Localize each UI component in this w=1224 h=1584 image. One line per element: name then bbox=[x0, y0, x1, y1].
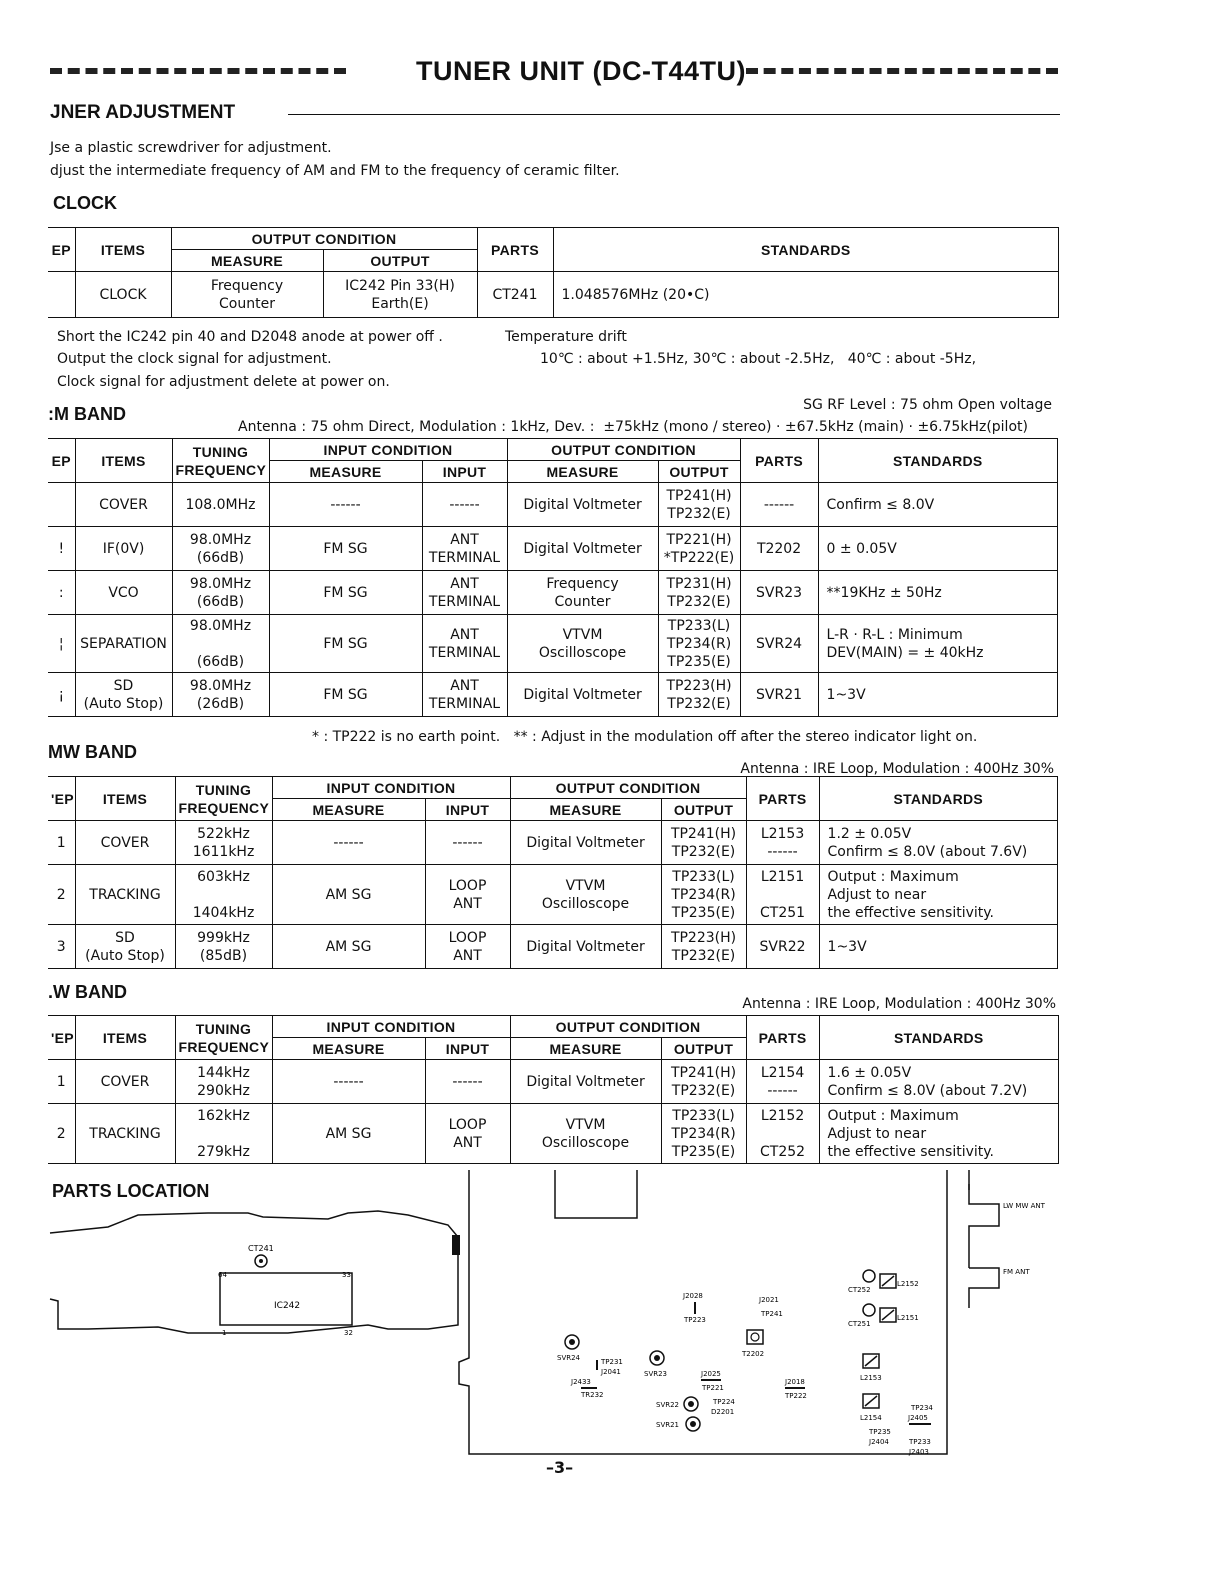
fm-cell-items: COVER bbox=[75, 483, 172, 527]
fm-cell-standards: 1~3V bbox=[818, 673, 1057, 717]
lw-header-parts: PARTS bbox=[746, 1016, 819, 1060]
fm-cell-standards: Confirm ≤ 8.0V bbox=[818, 483, 1057, 527]
fm-cell-output: TP231(H) TP232(E) bbox=[658, 571, 740, 615]
clock-header-output-condition: OUTPUT CONDITION bbox=[171, 228, 477, 250]
mw-cell-output: TP241(H) TP232(E) bbox=[661, 821, 746, 865]
lw-cell-step: 2 bbox=[48, 1104, 75, 1164]
mw-cell-step: 1 bbox=[48, 821, 75, 865]
fm-cell-output: TP221(H) *TP222(E) bbox=[658, 527, 740, 571]
ct252-label: CT252 bbox=[848, 1286, 871, 1294]
fm-header-in-input: INPUT bbox=[422, 461, 507, 483]
l2151-label: L2151 bbox=[897, 1314, 919, 1322]
mw-header-tuning: TUNING FREQUENCY bbox=[175, 777, 272, 821]
mw-cell-in-measure: ------ bbox=[272, 821, 425, 865]
table-row bbox=[48, 925, 1058, 969]
lw-header-standards: STANDARDS bbox=[819, 1016, 1058, 1060]
mw-header-output: OUTPUT bbox=[661, 799, 746, 821]
svr24-label: SVR24 bbox=[557, 1354, 581, 1362]
mw-header-output-condition: OUTPUT CONDITION bbox=[510, 777, 746, 799]
fm-cell-output: TP241(H) TP232(E) bbox=[658, 483, 740, 527]
table-row bbox=[48, 483, 1058, 527]
clock-header-items: ITEMS bbox=[75, 228, 171, 272]
lw-cell-freq: 162kHz 279kHz bbox=[175, 1104, 272, 1164]
clock-note-1: Short the IC242 pin 40 and D2048 anode at power off . bbox=[57, 329, 443, 345]
table-row bbox=[48, 527, 1058, 571]
table-row bbox=[48, 571, 1058, 615]
fm-header-items: ITEMS bbox=[75, 439, 172, 483]
fm-header-output: OUTPUT bbox=[658, 461, 740, 483]
l2154-coil-slot bbox=[865, 1396, 877, 1406]
lw-cell-in-measure: AM SG bbox=[272, 1104, 425, 1164]
fm-table bbox=[48, 438, 1058, 717]
t2202-core bbox=[751, 1333, 759, 1341]
mw-cell-items: SD (Auto Stop) bbox=[75, 925, 175, 969]
fm-cell-step: : bbox=[48, 571, 75, 615]
fm-cell-standards: 0 ± 0.05V bbox=[818, 527, 1057, 571]
j2404-label: J2404 bbox=[869, 1438, 889, 1446]
fm-cell-parts: T2202 bbox=[740, 527, 818, 571]
svr22-label: SVR22 bbox=[656, 1401, 680, 1409]
mw-cell-standards: 1.2 ± 0.05V Confirm ≤ 8.0V (about 7.6V) bbox=[819, 821, 1057, 865]
fm-ant-label: FM ANT bbox=[1003, 1268, 1030, 1276]
title-divider-right bbox=[746, 68, 1058, 74]
fm-cell-items: SD (Auto Stop) bbox=[75, 673, 172, 717]
fm-cell-standards: L-R · R-L : Minimum DEV(MAIN) = ± 40kHz bbox=[818, 615, 1057, 673]
fm-cell-in-input: ANT TERMINAL bbox=[422, 571, 507, 615]
lw-header-tuning: TUNING FREQUENCY bbox=[175, 1016, 272, 1060]
svr21-trimmer-center bbox=[690, 1421, 696, 1427]
fm-cell-step: ! bbox=[48, 527, 75, 571]
fm-cell-parts: SVR21 bbox=[740, 673, 818, 717]
clock-cell-output: IC242 Pin 33(H) Earth(E) bbox=[323, 272, 477, 318]
clock-table bbox=[48, 227, 1059, 318]
lw-mw-ant-label bbox=[1003, 1202, 1046, 1210]
clock-cell-items: CLOCK bbox=[75, 272, 171, 318]
mw-header-parts: PARTS bbox=[746, 777, 819, 821]
clock-note-2: Output the clock signal for adjustment. bbox=[57, 351, 332, 367]
antenna-connector-outline bbox=[969, 1170, 999, 1300]
ct251-label: CT251 bbox=[848, 1320, 871, 1328]
ct251-trimmer bbox=[863, 1304, 875, 1316]
mw-cell-out-measure: Digital Voltmeter bbox=[510, 821, 661, 865]
tp241-label: TP241 bbox=[761, 1310, 783, 1318]
fm-cell-parts: SVR23 bbox=[740, 571, 818, 615]
svr24-trimmer-center bbox=[569, 1339, 575, 1345]
lw-header-out-measure: MEASURE bbox=[510, 1038, 661, 1060]
fm-cell-step: ¡ bbox=[48, 673, 75, 717]
svr23-label: SVR23 bbox=[644, 1370, 668, 1378]
fm-cell-items: IF(0V) bbox=[75, 527, 172, 571]
mw-cell-freq: 603kHz 1404kHz bbox=[175, 865, 272, 925]
fm-cell-freq: 98.0MHz (66dB) bbox=[172, 615, 269, 673]
ic242-chip bbox=[220, 1273, 352, 1325]
lw-header-in-input: INPUT bbox=[425, 1038, 510, 1060]
fm-cell-step bbox=[48, 483, 75, 527]
tr232-label: TR232 bbox=[581, 1391, 604, 1399]
fm-cell-freq: 98.0MHz (66dB) bbox=[172, 527, 269, 571]
lw-cell-items: COVER bbox=[75, 1060, 175, 1104]
table-row bbox=[48, 272, 1059, 318]
tp235-label: TP235 bbox=[869, 1428, 891, 1436]
mw-cell-freq: 999kHz (85dB) bbox=[175, 925, 272, 969]
mw-cell-items: TRACKING bbox=[75, 865, 175, 925]
l2152-coil-slot bbox=[882, 1276, 894, 1286]
table-row bbox=[48, 821, 1058, 865]
mw-cell-in-measure: AM SG bbox=[272, 925, 425, 969]
fm-cell-parts: SVR24 bbox=[740, 615, 818, 673]
lw-title: .W BAND bbox=[48, 982, 127, 1002]
fm-cell-out-measure: Digital Voltmeter bbox=[507, 483, 658, 527]
clock-note-3: Clock signal for adjustment delete at power on. bbox=[57, 374, 390, 390]
fm-header-output-condition: OUTPUT CONDITION bbox=[507, 439, 740, 461]
fm-cell-in-input: ANT TERMINAL bbox=[422, 527, 507, 571]
fm-cell-in-input: ANT TERMINAL bbox=[422, 673, 507, 717]
clock-header-parts: PARTS bbox=[477, 228, 553, 272]
l2152-label: L2152 bbox=[897, 1280, 919, 1288]
fm-header-in-measure: MEASURE bbox=[269, 461, 422, 483]
fm-cell-in-measure: ------ bbox=[269, 483, 422, 527]
mw-cell-step: 2 bbox=[48, 865, 75, 925]
fm-header-step: EP bbox=[48, 439, 75, 483]
lw-antenna: Antenna : IRE Loop, Modulation : 400Hz 30% bbox=[742, 996, 1056, 1012]
lw-cell-output: TP241(H) TP232(E) bbox=[661, 1060, 746, 1104]
j2405-label: J2405 bbox=[908, 1414, 928, 1422]
fm-cell-in-measure: FM SG bbox=[269, 615, 422, 673]
svr22-trimmer-center bbox=[688, 1401, 694, 1407]
mw-header-out-measure: MEASURE bbox=[510, 799, 661, 821]
mw-cell-parts: L2153 ------ bbox=[746, 821, 819, 865]
j2433-label: J2433 bbox=[571, 1378, 591, 1386]
mw-cell-out-measure: VTVM Oscilloscope bbox=[510, 865, 661, 925]
fm-cell-items: SEPARATION bbox=[75, 615, 172, 673]
j2028-label: J2028 bbox=[683, 1292, 703, 1300]
parts-location-title: PARTS LOCATION bbox=[52, 1181, 210, 1201]
fm-cell-in-input: ANT TERMINAL bbox=[422, 615, 507, 673]
clock-cell-measure: Frequency Counter bbox=[171, 272, 323, 318]
clock-header-measure: MEASURE bbox=[171, 250, 323, 272]
clock-cell-parts: CT241 bbox=[477, 272, 553, 318]
table-row bbox=[48, 1060, 1059, 1104]
left-board-outline bbox=[50, 1211, 458, 1333]
fm-cell-items: VCO bbox=[75, 571, 172, 615]
adjustment-note-1: Jse a plastic screwdriver for adjustment. bbox=[50, 140, 332, 156]
l2153-label: L2153 bbox=[860, 1374, 882, 1382]
fm-header-parts: PARTS bbox=[740, 439, 818, 483]
fm-cell-out-measure: VTVM Oscilloscope bbox=[507, 615, 658, 673]
fm-cell-freq: 98.0MHz (66dB) bbox=[172, 571, 269, 615]
table-row bbox=[48, 865, 1058, 925]
lw-cell-in-measure: ------ bbox=[272, 1060, 425, 1104]
l2154-label: L2154 bbox=[860, 1414, 882, 1422]
lw-table bbox=[48, 1015, 1059, 1164]
mw-header-in-measure: MEASURE bbox=[272, 799, 425, 821]
adjustment-title: JNER ADJUSTMENT bbox=[50, 102, 236, 123]
title-row bbox=[48, 56, 1058, 96]
lw-cell-out-measure: Digital Voltmeter bbox=[510, 1060, 661, 1104]
lw-cell-step: 1 bbox=[48, 1060, 75, 1104]
tuner-board-outline bbox=[459, 1170, 947, 1454]
lw-cell-in-input: ------ bbox=[425, 1060, 510, 1104]
clock-header-standards: STANDARDS bbox=[553, 228, 1058, 272]
fm-antenna: Antenna : 75 ohm Direct, Modulation : 1kHz, Dev. : ±75kHz (mono / stereo) · ±67.5kHz (main) · ±6.75kHz(pilot) bbox=[238, 419, 1028, 435]
l2151-coil-slot bbox=[882, 1310, 894, 1320]
mw-cell-standards: 1~3V bbox=[819, 925, 1057, 969]
fm-cell-in-measure: FM SG bbox=[269, 527, 422, 571]
fm-cell-step: ¦ bbox=[48, 615, 75, 673]
clock-cell-step bbox=[48, 272, 75, 318]
j2018-label: J2018 bbox=[785, 1378, 805, 1386]
tp231-label: TP231 bbox=[601, 1358, 623, 1366]
lw-mw-ant-label-text: LW MW ANT bbox=[1003, 1202, 1045, 1210]
pin64-label: 64 bbox=[218, 1271, 227, 1279]
mw-cell-output: TP223(H) TP232(E) bbox=[661, 925, 746, 969]
drift-values: 10℃ : about +1.5Hz, 30℃ : about -2.5Hz, 40℃ : about -5Hz, bbox=[540, 351, 977, 367]
page-number: –3– bbox=[546, 1458, 574, 1477]
fm-cell-in-input: ------ bbox=[422, 483, 507, 527]
fm-header-standards: STANDARDS bbox=[818, 439, 1057, 483]
mw-header-input-condition: INPUT CONDITION bbox=[272, 777, 510, 799]
table-row bbox=[48, 1104, 1059, 1164]
left-board-diagram bbox=[48, 1205, 468, 1355]
fm-cell-out-measure: Digital Voltmeter bbox=[507, 527, 658, 571]
j2021-label: J2021 bbox=[759, 1296, 779, 1304]
lw-header-items: ITEMS bbox=[75, 1016, 175, 1060]
fm-cell-in-measure: FM SG bbox=[269, 571, 422, 615]
fm-sg-level: SG RF Level : 75 ohm Open voltage bbox=[803, 397, 1052, 413]
svr21-label: SVR21 bbox=[656, 1421, 680, 1429]
svr23-trimmer-center bbox=[654, 1355, 660, 1361]
mw-cell-in-input: ------ bbox=[425, 821, 510, 865]
fm-title: :M BAND bbox=[48, 404, 126, 424]
tp233-label: TP233 bbox=[909, 1438, 931, 1446]
drift-title: Temperature drift bbox=[505, 329, 627, 345]
tp224-label: TP224 bbox=[713, 1398, 735, 1406]
fm-cell-in-measure: FM SG bbox=[269, 673, 422, 717]
tp223-label: TP223 bbox=[684, 1316, 706, 1324]
page-title: TUNER UNIT (DC-T44TU) bbox=[416, 56, 746, 86]
pin32-label: 32 bbox=[344, 1329, 353, 1337]
j2025-label: J2025 bbox=[701, 1370, 721, 1378]
lw-cell-standards: 1.6 ± 0.05V Confirm ≤ 8.0V (about 7.2V) bbox=[819, 1060, 1058, 1104]
clock-header-step: EP bbox=[48, 228, 75, 272]
tp221-label: TP221 bbox=[702, 1384, 724, 1392]
tuner-board-notch bbox=[555, 1170, 637, 1218]
adjustment-rule bbox=[288, 114, 1060, 115]
lw-cell-output: TP233(L) TP234(R) TP235(E) bbox=[661, 1104, 746, 1164]
fm-cell-output: TP233(L) TP234(R) TP235(E) bbox=[658, 615, 740, 673]
lw-cell-in-input: LOOP ANT bbox=[425, 1104, 510, 1164]
fm-header-tuning: TUNING FREQUENCY bbox=[172, 439, 269, 483]
mw-cell-items: COVER bbox=[75, 821, 175, 865]
tp234-label: TP234 bbox=[911, 1404, 933, 1412]
lw-cell-freq: 144kHz 290kHz bbox=[175, 1060, 272, 1104]
mw-cell-out-measure: Digital Voltmeter bbox=[510, 925, 661, 969]
clock-title: CLOCK bbox=[53, 193, 117, 213]
lw-cell-parts: L2154 ------ bbox=[746, 1060, 819, 1104]
j2403-label: J2403 bbox=[909, 1448, 929, 1456]
ct241-trimmer-center bbox=[259, 1259, 263, 1263]
mw-cell-output: TP233(L) TP234(R) TP235(E) bbox=[661, 865, 746, 925]
adjustment-note-2: djust the intermediate frequency of AM and FM to the frequency of ceramic filter. bbox=[50, 163, 620, 179]
fm-header-out-measure: MEASURE bbox=[507, 461, 658, 483]
mw-cell-parts: SVR22 bbox=[746, 925, 819, 969]
pin33-label: 33 bbox=[342, 1271, 351, 1279]
ct241-label: CT241 bbox=[248, 1244, 274, 1253]
ct252-trimmer bbox=[863, 1270, 875, 1282]
lw-cell-parts: L2152 CT252 bbox=[746, 1104, 819, 1164]
mw-header-standards: STANDARDS bbox=[819, 777, 1057, 821]
j2041-label: J2041 bbox=[601, 1368, 621, 1376]
l2153-coil-slot bbox=[865, 1356, 877, 1366]
d2201-label: D2201 bbox=[711, 1408, 735, 1416]
fm-cell-output: TP223(H) TP232(E) bbox=[658, 673, 740, 717]
fm-cell-parts: ------ bbox=[740, 483, 818, 527]
mw-cell-standards: Output : Maximum Adjust to near the effective sensitivity. bbox=[819, 865, 1057, 925]
lw-header-step: 'EP bbox=[48, 1016, 75, 1060]
mw-table bbox=[48, 776, 1058, 969]
lw-cell-standards: Output : Maximum Adjust to near the effective sensitivity. bbox=[819, 1104, 1058, 1164]
title-divider-left bbox=[50, 68, 346, 74]
t2202-label: T2202 bbox=[742, 1350, 765, 1358]
clock-cell-standards: 1.048576MHz (20•C) bbox=[553, 272, 1058, 318]
mw-cell-in-input: LOOP ANT bbox=[425, 865, 510, 925]
fm-cell-freq: 108.0MHz bbox=[172, 483, 269, 527]
clock-header-output: OUTPUT bbox=[323, 250, 477, 272]
fm-cell-out-measure: Frequency Counter bbox=[507, 571, 658, 615]
mw-title: MW BAND bbox=[48, 742, 137, 762]
lw-header-output-condition: OUTPUT CONDITION bbox=[510, 1016, 746, 1038]
tuner-board-diagram bbox=[455, 1168, 1055, 1458]
mw-cell-freq: 522kHz 1611kHz bbox=[175, 821, 272, 865]
mw-header-in-input: INPUT bbox=[425, 799, 510, 821]
mw-header-step: 'EP bbox=[48, 777, 75, 821]
fm-cell-out-measure: Digital Voltmeter bbox=[507, 673, 658, 717]
lw-header-input-condition: INPUT CONDITION bbox=[272, 1016, 510, 1038]
lw-cell-out-measure: VTVM Oscilloscope bbox=[510, 1104, 661, 1164]
t2202-coil bbox=[747, 1330, 763, 1344]
fm-footnote: * : TP222 is no earth point. ** : Adjust in the modulation off after the stereo indicator light on. bbox=[312, 729, 978, 745]
pin1-label: 1 bbox=[222, 1329, 227, 1337]
lw-header-output: OUTPUT bbox=[661, 1038, 746, 1060]
mw-antenna: Antenna : IRE Loop, Modulation : 400Hz 30% bbox=[740, 761, 1054, 777]
fm-cell-freq: 98.0MHz (26dB) bbox=[172, 673, 269, 717]
mw-cell-step: 3 bbox=[48, 925, 75, 969]
fm-cell-standards: **19KHz ± 50Hz bbox=[818, 571, 1057, 615]
lw-cell-items: TRACKING bbox=[75, 1104, 175, 1164]
tp222-label: TP222 bbox=[785, 1392, 807, 1400]
fm-header-input-condition: INPUT CONDITION bbox=[269, 439, 507, 461]
mw-cell-parts: L2151 CT251 bbox=[746, 865, 819, 925]
mw-cell-in-input: LOOP ANT bbox=[425, 925, 510, 969]
lw-header-in-measure: MEASURE bbox=[272, 1038, 425, 1060]
mw-cell-in-measure: AM SG bbox=[272, 865, 425, 925]
table-row bbox=[48, 673, 1058, 717]
ic242-label: IC242 bbox=[274, 1301, 301, 1311]
table-row bbox=[48, 615, 1058, 673]
mw-header-items: ITEMS bbox=[75, 777, 175, 821]
